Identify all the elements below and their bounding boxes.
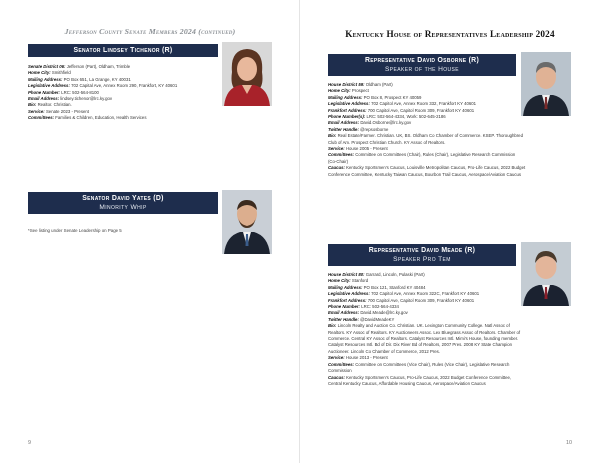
row-label: Frankfort Address: bbox=[328, 107, 367, 113]
page-number: 10 bbox=[566, 440, 572, 446]
bio-line bbox=[328, 172, 578, 178]
row-value: Realtors. KY Assoc of Realtors. KY Auctioneers Assoc. Lex Bluegrass Assoc of Realtors. Chamber of bbox=[328, 329, 521, 335]
yates-banner bbox=[28, 192, 218, 214]
row-label: House District 80: bbox=[328, 272, 365, 277]
row-label: Email Address: bbox=[28, 96, 60, 102]
row-label: Phone Number: bbox=[28, 89, 60, 95]
bio-line bbox=[328, 381, 578, 387]
row-label: Home City: bbox=[328, 278, 351, 284]
row-value: Catalyst Resources Intl. Bd of Dir. Dix River Bd of Realtors, 2007 Pres. 2008 KY State Champion bbox=[328, 342, 513, 348]
row-value: Central Kentucky Caucus, Affordable Housing Caucus, Aerospace/Aviation Caucus bbox=[328, 380, 486, 386]
twitter-link[interactable]: @repsosborne bbox=[360, 126, 389, 132]
row-value: Commerce. Central KY Assoc of Realtors. Catalyst Resources Intl. Mimi's House, founding member. bbox=[328, 336, 519, 342]
row-label: Mailing Address: bbox=[328, 94, 363, 100]
osborne-banner bbox=[328, 54, 516, 76]
osborne-role: Speaker of the House bbox=[384, 66, 460, 73]
footnote: *See listing under Senate Leadership on Page 5 bbox=[28, 228, 122, 233]
row-label: Service: bbox=[328, 146, 345, 152]
row-label: Caucus: bbox=[328, 165, 345, 171]
row-label: Legislative Address: bbox=[328, 101, 370, 107]
meade-bio bbox=[328, 272, 578, 387]
row-value: Senate 2023 - Present bbox=[45, 108, 89, 114]
row-value: 702 Capital Ave, Annex Room 290, Frankfort, KY 40601 bbox=[71, 83, 178, 89]
row-value: Smithfield bbox=[51, 70, 71, 76]
row-label: Bio: bbox=[28, 102, 37, 108]
row-value: 702 Capitol Ave, Annex Room 332, Frankfort KY 40601 bbox=[371, 101, 477, 107]
row-label: Home City: bbox=[28, 70, 51, 76]
row-value: 700 Capitol Ave, Capitol Room 309, Frankfort KY 40601 bbox=[367, 297, 475, 303]
row-value: LRC: 502-564-4334 bbox=[361, 304, 399, 310]
meade-name: Representative David Meade (R) bbox=[368, 247, 476, 254]
row-label: Twitter Handle: bbox=[328, 316, 359, 322]
row-label: Caucus: bbox=[328, 374, 345, 380]
row-label: Legislative Address: bbox=[28, 83, 70, 89]
yates-photo bbox=[222, 190, 272, 254]
twitter-link[interactable]: @DavidMeadeKY bbox=[360, 316, 395, 322]
row-label: Bio: bbox=[328, 323, 337, 329]
row-value: 700 Capitol Ave, Capitol Room 309, Frankfort KY 40601 bbox=[367, 107, 475, 113]
row-value: Garrard, Lincoln, Pulaski (Part) bbox=[365, 272, 425, 277]
tichenor-bio bbox=[28, 64, 228, 122]
meade-role: Speaker Pro Tem bbox=[393, 256, 451, 263]
row-label: House District 59: bbox=[328, 82, 365, 87]
email-link[interactable]: lindsey.tichenor@lrc.ky.gov bbox=[60, 96, 113, 102]
row-label: Committees: bbox=[328, 152, 355, 158]
row-label: Mailing Address: bbox=[28, 76, 63, 82]
row-value: Realtor. Christian. bbox=[37, 102, 72, 108]
tichenor-portrait-image bbox=[222, 42, 272, 106]
row-value: LRC: 502-564-8100 bbox=[61, 89, 99, 95]
document-title: Kentucky House of Representatives Leadership 2024 bbox=[345, 29, 555, 39]
row-value: Jefferson (Part), Oldham, Trimble bbox=[66, 64, 131, 69]
tichenor-photo bbox=[222, 42, 272, 106]
row-value: PO Box 121, Stanford KY 40484 bbox=[363, 284, 426, 290]
row-value: Lincoln Realty and Auction Co. Christian. UK. Lexington Community College. Natl Assoc of bbox=[337, 323, 510, 329]
yates-name: Senator David Yates (D) bbox=[82, 195, 164, 202]
page-number: 9 bbox=[28, 440, 31, 446]
row-label: Bio: bbox=[328, 133, 337, 139]
row-label: Legislative Address: bbox=[328, 291, 370, 297]
tichenor-banner bbox=[28, 44, 218, 57]
row-label: Committees: bbox=[328, 361, 355, 367]
row-label: Email Address: bbox=[328, 310, 360, 316]
row-value: PO Box 8, Prospect KY 40059 bbox=[363, 94, 422, 100]
row-value: Oldham (Part) bbox=[365, 82, 393, 87]
row-value: Committee on Committees (Chair), Rules (Chair), Legislative Research Commission bbox=[355, 152, 516, 158]
row-value: Conference Committee, Kentucky Taiwan Caucus, Bourbon Trail Caucus, Aerospace/Aviation Caucus bbox=[328, 171, 522, 177]
osborne-bio bbox=[328, 82, 578, 178]
row-value: Prospect bbox=[351, 88, 369, 94]
row-label: Senate District 06: bbox=[28, 64, 66, 69]
row-value: Kentucky Sportsmen's Caucus, Pro-Life Caucus, 2022 Budget Conference Committee, bbox=[346, 374, 512, 380]
row-value: Commission bbox=[328, 368, 352, 374]
row-label: Service: bbox=[328, 355, 345, 361]
osborne-name: Representative David Osborne (R) bbox=[364, 57, 480, 64]
row-value: PO Box 651, La Grange, KY 40031 bbox=[63, 76, 131, 82]
yates-role: Minority Whip bbox=[99, 204, 147, 211]
row-label: Home City: bbox=[328, 88, 351, 94]
row-label: Phone Number: bbox=[328, 304, 360, 310]
row-value: Auctioneer. Lincoln Co Chamber of Commerce, 2012 Pres. bbox=[328, 348, 441, 354]
row-value: Families & Children, Education, Health Services bbox=[55, 115, 147, 121]
row-value: Club of Am. Prospect Christian Church. KY Assoc of Realtors. bbox=[328, 139, 446, 145]
row-label: Service: bbox=[28, 108, 45, 114]
row-label: Phone Number(s): bbox=[328, 114, 366, 120]
running-head: Jefferson County Senate Members 2024 (continued) bbox=[64, 27, 236, 36]
row-label: Committees: bbox=[28, 115, 55, 121]
row-value: (Co-Chair) bbox=[328, 158, 349, 164]
tichenor-name: Senator Lindsey Tichenor (R) bbox=[73, 47, 173, 54]
row-value: LRC: 502-564-4334, Work: 502-645-2186 bbox=[366, 114, 446, 120]
row-value: Kentucky Sportsmen's Caucus, Louisville Metropolitan Caucus, Pro-Life Caucus, 2022 Budget bbox=[346, 165, 526, 171]
row-value: House 2013 - Present bbox=[345, 355, 388, 361]
row-label: Twitter Handle: bbox=[328, 126, 359, 132]
email-link[interactable]: David.Osborne@lrc.ky.gov bbox=[360, 120, 412, 126]
row-value: Stanford bbox=[351, 278, 369, 284]
row-value: Committee on Committees (Vice Chair), Rules (Vice Chair), Legislative Research bbox=[355, 361, 510, 367]
meade-banner bbox=[328, 244, 516, 266]
row-value: House 2005 - Present bbox=[345, 146, 388, 152]
bio-line bbox=[28, 115, 228, 121]
row-value: Real Estate/Farmer. Christian. UK, BS. Oldham Co Chamber of Commerce. KSEP. Thoroughbred bbox=[337, 133, 523, 139]
email-link[interactable]: David.Meade@lrc.ky.gov bbox=[360, 310, 408, 316]
row-label: Frankfort Address: bbox=[328, 297, 367, 303]
yates-portrait-image bbox=[222, 190, 272, 254]
row-label: Email Address: bbox=[328, 120, 360, 126]
row-label: Mailing Address: bbox=[328, 284, 363, 290]
row-value: 702 Capitol Ave, Annex Room 322C, Frankfort KY 40601 bbox=[371, 291, 480, 297]
